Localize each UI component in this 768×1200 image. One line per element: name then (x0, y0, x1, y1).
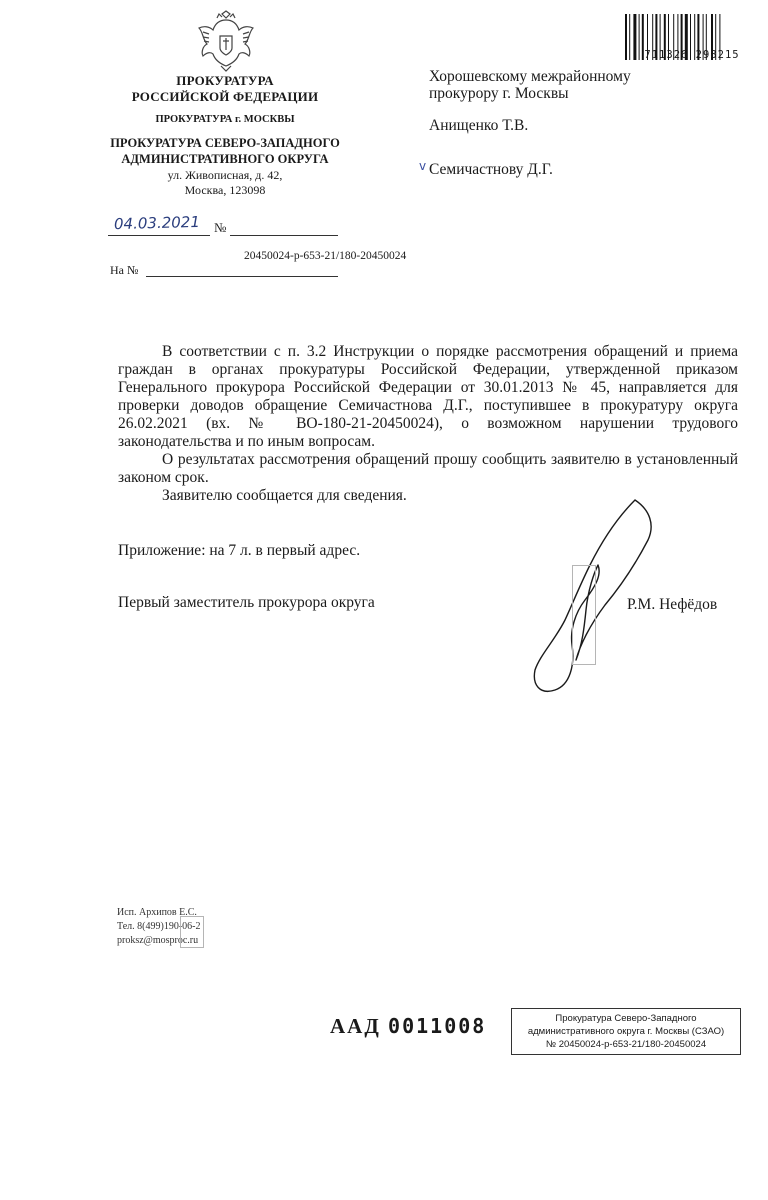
serial-number: 0011008 (388, 1014, 487, 1038)
letterhead-line2: РОССИЙСКОЙ ФЕДЕРАЦИИ (131, 89, 319, 104)
executor-phone: Тел. 8(499)190-06-2 (117, 921, 201, 932)
letter-body (118, 343, 738, 505)
letterhead-line5: АДМИНИСТРАТИВНОГО ОКРУГА (121, 151, 329, 166)
executor-name: Исп. Архипов Е.С. (117, 907, 197, 918)
address-line1: ул. Живописная, д. 42, (167, 168, 283, 182)
serial-series: ААД (330, 1014, 381, 1038)
handwritten-date: 04.03.2021 (113, 212, 201, 234)
reference-label: На № (110, 263, 139, 277)
body-paragraph1: В соответствии с п. 3.2 Инструкции о порядке рассмотрения обращений и приема граждан в органах прокуратуры Российской Федерации, утвержденной приказом Генерального прокурора Российской Федерации от 30.01.2013 № 45, направляется для проверки доводов обращение Семичастнова Д.Г., поступившее в прокуратуру округа 26.02.2021 (вх. № ВО-180-21-20450024), о возможном нарушении трудового законодательства и по иным вопросам. (118, 343, 738, 450)
registration-stamp (511, 1008, 741, 1055)
check-mark-icon: v (419, 159, 427, 173)
stamp-line3: № 20450024-р-653-21/180-20450024 (545, 1039, 707, 1050)
body-paragraph2: О результатах рассмотрения обращений прошу сообщить заявителю в установленный законом срок. (118, 451, 738, 486)
attachment-note: Приложение: на 7 л. в первый адрес. (118, 542, 361, 559)
form-serial (330, 1014, 486, 1039)
stamp-line1: Прокуратура Северо-Западного (555, 1013, 697, 1024)
letterhead-title (100, 73, 350, 105)
date-underline (108, 235, 210, 236)
body-paragraph3: Заявителю сообщается для сведения. (162, 487, 407, 504)
letterhead-line3: ПРОКУРАТУРА г. МОСКВЫ (155, 114, 295, 125)
signature-marker-box (572, 565, 596, 665)
address-line2: Москва, 123098 (184, 183, 266, 197)
barcode-number: 711326 298215 (644, 49, 740, 61)
executor-email: proksz@mosproc.ru (117, 935, 199, 946)
addressee-name1: Анищенко Т.В. (429, 117, 529, 134)
addressee-line1: Хорошевскому межрайонному (429, 68, 631, 85)
reference-underline (146, 276, 338, 277)
addressee-line2: прокурору г. Москвы (429, 85, 569, 102)
registration-number: 20450024-р-653-21/180-20450024 (244, 250, 407, 262)
addressee-block (429, 68, 729, 102)
letterhead-line1: ПРОКУРАТУРА (176, 73, 274, 88)
letterhead-line4: ПРОКУРАТУРА СЕВЕРО-ЗАПАДНОГО (110, 136, 340, 150)
addressee-name2: Семичастнову Д.Г. (429, 161, 553, 178)
number-label: № (214, 220, 227, 235)
coat-of-arms-emblem (195, 10, 257, 72)
executor-marker-box (180, 916, 204, 948)
stamp-line2: административного округа г. Москвы (СЗАО) (527, 1026, 725, 1037)
letterhead-address (100, 168, 350, 198)
number-underline (230, 235, 338, 236)
signer-name: Р.М. Нефёдов (627, 596, 718, 613)
signer-title: Первый заместитель прокурора округа (118, 594, 375, 611)
letterhead-subtitle (100, 136, 350, 167)
